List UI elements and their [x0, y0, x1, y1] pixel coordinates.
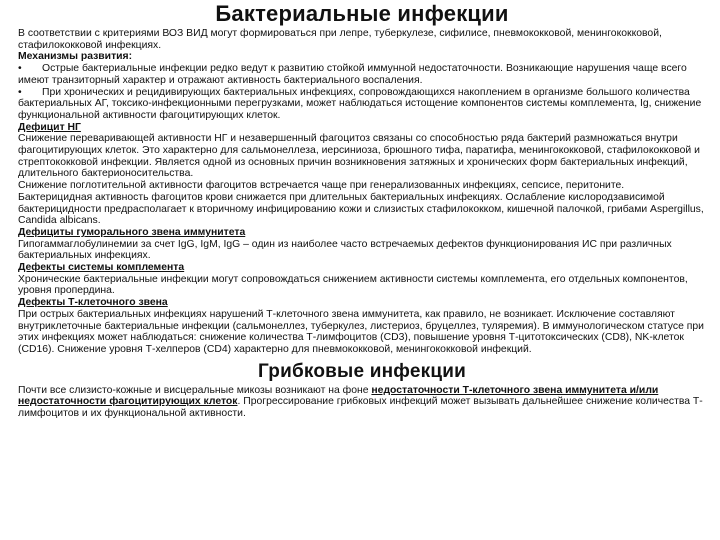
bullet-icon: •: [18, 63, 22, 75]
ng-paragraph-3: Бактерицидная активность фагоцитов крови снижается при длительных бактериальных инфекциях. Ослабление кислородзависимой бактерицидности предрасполагает к вторичному инфицированию кожи и слизистых стафилококком, кишечной палочкой, грибами Aspergillus, Candida albicans.: [18, 191, 704, 227]
title-bacterial-infections: Бактериальные инфекции: [215, 1, 509, 26]
mechanism-item-1: [18, 63, 706, 86]
complement-defect-heading: Дефекты системы комплемента: [18, 262, 185, 274]
ng-paragraph-2: Снижение поглотительной активности фагоцитов встречается чаще при генерализованных инфекциях, сепсисе, перитоните.: [18, 180, 625, 192]
mechanism-item-1-text: Острые бактериальные инфекции редко ведут к развитию стойкой иммунной недостаточности. Возникающие нарушения чаще всего имеют транзиторный характер и отражают активность бактериального воспаления.: [18, 63, 687, 86]
mechanism-item-2: [18, 87, 706, 122]
humoral-paragraph: Гипогаммаглобулинемии за счет IgG, IgM, IgG – один из наиболее часто встречаемых дефектов функционирования ИС при различных бактериальных инфекциях.: [18, 238, 672, 262]
ng-paragraph-1: Снижение переваривающей активности НГ и незавершенный фагоцитоз связаны со способностью ряда бактерий размножаться внутри фагоцитирующих клеток. Это характерно для сальмонеллеза, иерсиниоза, брюшного тифа, паратифа, менингококковой, стафилококковой и стрептококковой инфекции. Является одной из основных причин возникновения затяжных и хронических форм бактериальных инфекций, длительного бактерионосительства.: [18, 133, 700, 180]
title-fungal-infections: Грибковые инфекции: [258, 360, 466, 382]
ng-deficit-heading: Дефицит НГ: [18, 121, 81, 133]
fungal-text-pre: Почти все слизисто-кожные и висцеральные микозы возникают на фоне: [18, 384, 372, 396]
tcell-defect-heading: Дефекты Т-клеточного звена: [18, 297, 168, 309]
tcell-paragraph: При острых бактериальных инфекциях нарушений Т-клеточного звена иммунитета, как правило, не возникает. Исключение составляют внутриклеточные бактериальные инфекции (сальмонеллез, туберкулез, листериоз, бруцеллез, туляремия). В иммунологическом статусе при этих инфекциях может наблюдаться: снижение количества Т-лимфоцитов (CD3), повышение уровня Т-цитотоксических (CD8), NK-клеток (CD16). Снижение уровня Т-хелперов (CD4) характерно для пневмококковой, менингококковой инфекций.: [18, 308, 704, 355]
mechanism-item-2-text: При хронических и рецидивирующих бактериальных инфекциях, сопровождающихся накоплением в организме большого количества бактериальных АГ, токсико-инфекционными перегрузками, может наблюдаться истощение компонентов системы комплемента, Ig, снижение функциональной активности фагоцитирующих клеток.: [18, 86, 702, 121]
fungal-text-post: . Прогрессирование грибковых инфекций может вызывать дальнейшее снижение количества Т-лимфоцитов и их функциональной активности.: [18, 396, 703, 420]
intro-paragraph: В соответствии с критериями ВОЗ ВИД могут формироваться при лепре, туберкулезе, сифилисе, пневмококковой, менингококковой, стафилококковой инфекциях.: [18, 28, 662, 51]
fungal-paragraph: [18, 385, 706, 420]
fungal-text-emphasis: недостаточности Т-клеточного звена иммунитета и/или недостаточности фагоцитирующих клеток: [18, 384, 659, 408]
bullet-icon: •: [18, 86, 22, 98]
mechanisms-heading: Механизмы развития:: [18, 51, 133, 63]
complement-paragraph: Хронические бактериальные инфекции могут сопровождаться снижением активности системы комплемента, его отдельных компонентов, уровня пропердина.: [18, 273, 688, 297]
humoral-deficit-heading: Дефициты гуморального звена иммунитета: [18, 226, 246, 238]
